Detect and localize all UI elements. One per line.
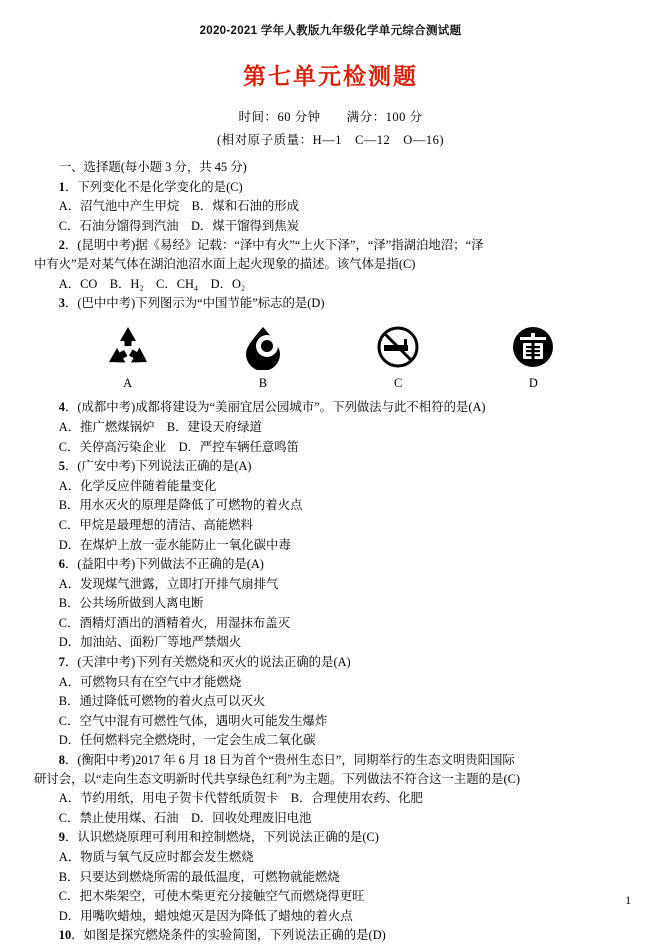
question-5-option-d: D．在煤炉上放一壶水能防止一氧化碳中毒: [58, 537, 291, 552]
question-7-option-a: A．可燃物只有在空气中才能燃烧: [58, 674, 242, 689]
question-7-number: 7: [58, 655, 65, 670]
question-5-option-a: A．化学反应伴随着能量变化: [58, 478, 217, 493]
question-6-option-d: D．加油站、面粉厂等地严禁烟火: [58, 635, 242, 650]
exam-meta-time-score: 时间：60 分钟 满分：100 分: [238, 110, 423, 124]
question-2: [34, 236, 627, 255]
question-1-number: 1: [58, 179, 65, 194]
question-8-option-cd: C．禁止使用煤、石油 D．回收处理废旧电池: [58, 810, 312, 825]
question-2-number: 2: [58, 238, 65, 253]
document-body: [34, 158, 627, 945]
question-9-option-a: A．物质与氧气反应时都会发生燃烧: [58, 850, 254, 864]
question-9: [34, 828, 627, 847]
question-10-number: 10: [58, 928, 72, 943]
question-8-number: 8: [58, 753, 65, 768]
question-2-stem-cont: 中有火”是对某气体在湖泊池沼水面上起火现象的描述。该气体是指(C): [34, 256, 416, 271]
question-7-option-c: C．空气中混有可燃性气体，遇明火可能发生爆炸: [58, 713, 328, 728]
question-6-stem: ．(益阳中考)下列做法不正确的是(A): [65, 557, 264, 572]
question-5-number: 5: [58, 459, 65, 474]
question-6-option-a: A．发现煤气泄露，立即打开排气扇排气: [58, 576, 279, 591]
question-4-number: 4: [58, 400, 65, 415]
water-drop-eye-icon-svg: [240, 324, 286, 370]
running-head: 2020-2021 学年人教版九年级化学单元综合测试题: [199, 25, 462, 37]
exam-meta-atomic-mass: (相对原子质量：H—1 C—12 O—16): [217, 133, 444, 147]
question-6-option-c: C．酒精灯酒出的酒精着火，用湿抹布盖灭: [58, 615, 291, 630]
question-1: [34, 178, 627, 197]
question-3-number: 3: [58, 296, 65, 311]
question-8: [34, 751, 627, 770]
icon-label-d: D: [528, 375, 538, 390]
question-9-option-c: C．把木柴架空，可使木柴更充分接触空气而燃烧得更旺: [58, 889, 365, 904]
question-7-stem: ．(天津中考)下列有关燃烧和灭火的说法正确的是(A): [65, 655, 351, 670]
question-6-option-b: B．公共场所做到人离电断: [58, 596, 204, 611]
question-10-stem: ．如图是探究燃烧条件的实验简图，下列说法正确的是(D): [71, 928, 386, 943]
question-4-option-ab: A．推广燃煤锅炉 B．建设天府绿道: [58, 419, 262, 434]
question-5-option-b: B．用水灭火的原理是降低了可燃物的着火点: [58, 498, 303, 513]
question-3: [34, 294, 627, 313]
water-drop-eye-icon: [232, 322, 294, 372]
question-9-number: 9: [58, 830, 65, 845]
recycle-icon-svg: [103, 324, 153, 370]
question-4-option-cd: C．关停高污染企业 D．严控车辆任意鸣笛: [58, 439, 300, 454]
page-title: 第七单元检测题: [243, 63, 418, 89]
question-4: [34, 398, 627, 417]
question-8-option-ab: A．节约用纸，用电子贺卡代替纸质贺卡 B．合理使用农药、化肥: [58, 791, 423, 806]
question-9-stem: ．认识燃烧原理可利用和控制燃烧，下列说法正确的是(C): [65, 830, 379, 845]
question-1-option-cd: C．石油分馏得到汽油 D．煤干馏得到焦炭: [58, 218, 300, 233]
question-5: [34, 457, 627, 476]
question-9-option-b: B．只要达到燃烧所需的最低温度，可燃物就能燃烧: [58, 869, 340, 884]
question-10: [34, 926, 627, 945]
question-7-option-b: B．通过降低可燃物的着火点可以灭火: [58, 694, 266, 709]
question-8-stem: ．(衡阳中考)2017 年 6 月 18 日为首个“贵州生态日”，同期举行的生态文明贵阳国际: [65, 753, 515, 768]
no-smoking-icon-svg: [374, 324, 422, 370]
icon-label-c: C: [393, 375, 403, 390]
question-1-option-ab: A．沼气池中产生甲烷 B．煤和石油的形成: [58, 199, 300, 214]
question-3-icon-row: [34, 320, 627, 372]
recycle-icon: [97, 322, 159, 372]
question-7-option-d: D．任何燃料完全燃烧时，一定会生成二氧化碳: [58, 733, 316, 748]
question-6-number: 6: [58, 557, 65, 572]
question-7: [34, 653, 627, 672]
icon-label-b: B: [258, 375, 267, 390]
question-8-stem-cont: 研讨会，以“走向生态文明新时代共享绿色红利”为主题。下列做法不符合这一主题的是(C): [34, 771, 520, 786]
china-energy-saving-icon-svg: [509, 324, 557, 370]
question-2-stem: ．(昆明中考)据《易经》记载：“泽中有火”“上火下泽”，“泽”指湖泊地沼；“泽: [65, 238, 484, 253]
icon-label-a: A: [123, 375, 133, 390]
question-4-stem: ．(成都中考)成都将建设为“美丽宜居公园城市”。下列做法与此不相符的是(A): [65, 400, 486, 415]
page-number: 1: [625, 895, 631, 907]
section-heading-multiple-choice: 一、选择题(每小题 3 分，共 45 分): [58, 160, 247, 174]
question-1-stem: ．下列变化不是化学变化的是(C): [65, 179, 243, 194]
question-5-stem: ．(广安中考)下列说法正确的是(A): [65, 459, 252, 474]
question-3-icon-labels: [34, 374, 627, 393]
question-6: [34, 555, 627, 574]
china-energy-saving-icon: [502, 322, 564, 372]
question-2-options: A．CO B．H₂ C．CH₄ D．O₂: [58, 276, 246, 291]
question-3-stem: ．(巴中中考)下列图示为“中国节能”标志的是(D): [65, 296, 325, 311]
question-5-option-c: C．甲烷是最理想的清洁、高能燃料: [58, 517, 253, 532]
no-smoking-icon: [367, 322, 429, 372]
question-9-option-d: D．用嘴吹蜡烛，蜡烛熄灭是因为降低了蜡烛的着火点: [58, 908, 353, 923]
